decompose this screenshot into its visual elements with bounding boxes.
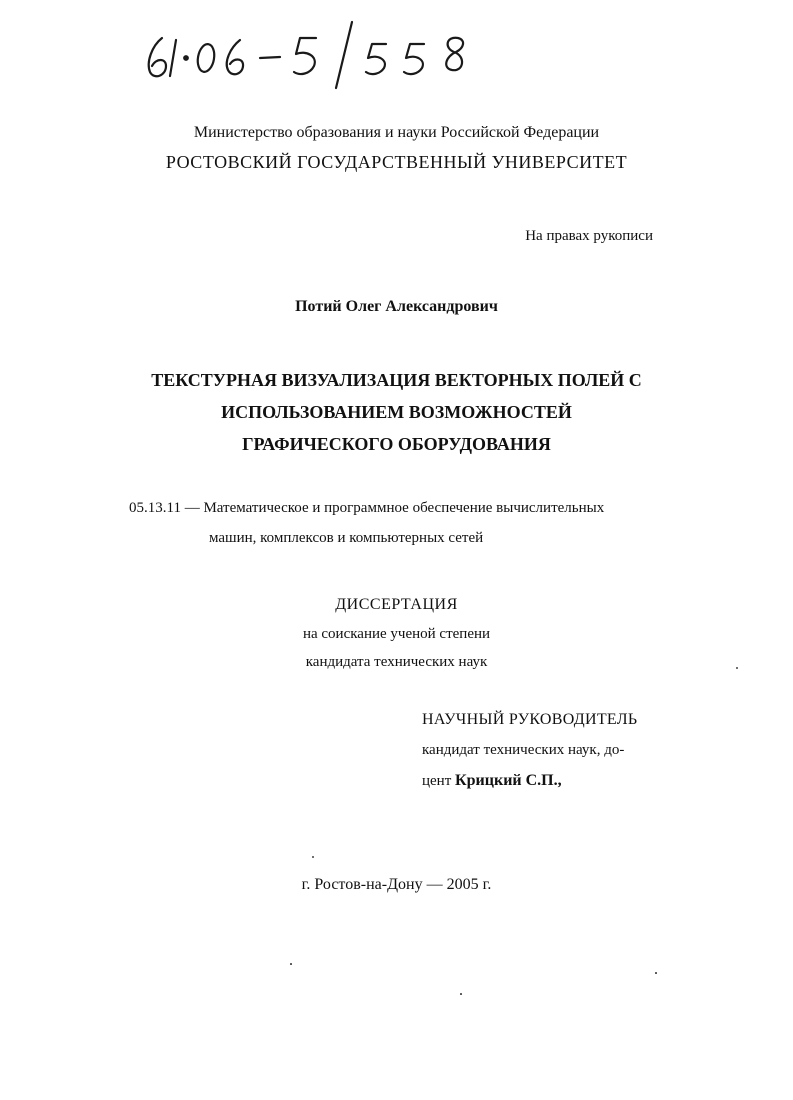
document-type-heading: ДИССЕРТАЦИЯ bbox=[335, 596, 458, 613]
ministry-name: Министерство образования и науки Российской Федерации bbox=[193, 124, 600, 141]
degree-line-2: кандидата технических наук bbox=[305, 654, 488, 670]
rights-note: На правах рукописи bbox=[525, 228, 653, 244]
degree-line-1: на соискание ученой степени bbox=[302, 626, 491, 642]
supervisor-name: Крицкий С.П., bbox=[455, 772, 562, 789]
author-name: Потий Олег Александрович bbox=[295, 298, 498, 315]
dissertation-title bbox=[100, 364, 693, 460]
title-line: ИСПОЛЬЗОВАНИЕМ ВОЗМОЖНОСТЕЙ bbox=[221, 402, 572, 422]
supervisor-heading: НАУЧНЫЙ РУКОВОДИТЕЛЬ bbox=[422, 711, 638, 728]
title-line: ТЕКСТУРНАЯ ВИЗУАЛИЗАЦИЯ ВЕКТОРНЫХ ПОЛЕЙ С bbox=[151, 370, 642, 390]
supervisor-degree: кандидат технических наук, до- bbox=[422, 742, 625, 758]
scan-speck bbox=[312, 856, 314, 858]
scan-speck bbox=[290, 963, 292, 965]
specialty-line-2: машин, комплексов и компьютерных сетей bbox=[209, 530, 484, 546]
scan-speck bbox=[460, 993, 462, 995]
specialty-line-1: 05.13.11 — Математическое и программное обеспечение вычислительных bbox=[129, 500, 605, 516]
scan-speck bbox=[736, 667, 738, 669]
scan-speck bbox=[655, 972, 657, 974]
title-line: ГРАФИЧЕСКОГО ОБОРУДОВАНИЯ bbox=[242, 434, 551, 454]
supervisor-title-suffix: цент bbox=[422, 773, 452, 789]
supervisor-name-line bbox=[422, 772, 562, 790]
city-year: г. Ростов-на-Дону — 2005 г. bbox=[301, 876, 492, 893]
university-name: РОСТОВСКИЙ ГОСУДАРСТВЕННЫЙ УНИВЕРСИТЕТ bbox=[165, 152, 628, 172]
handwritten-archive-code bbox=[140, 14, 500, 94]
